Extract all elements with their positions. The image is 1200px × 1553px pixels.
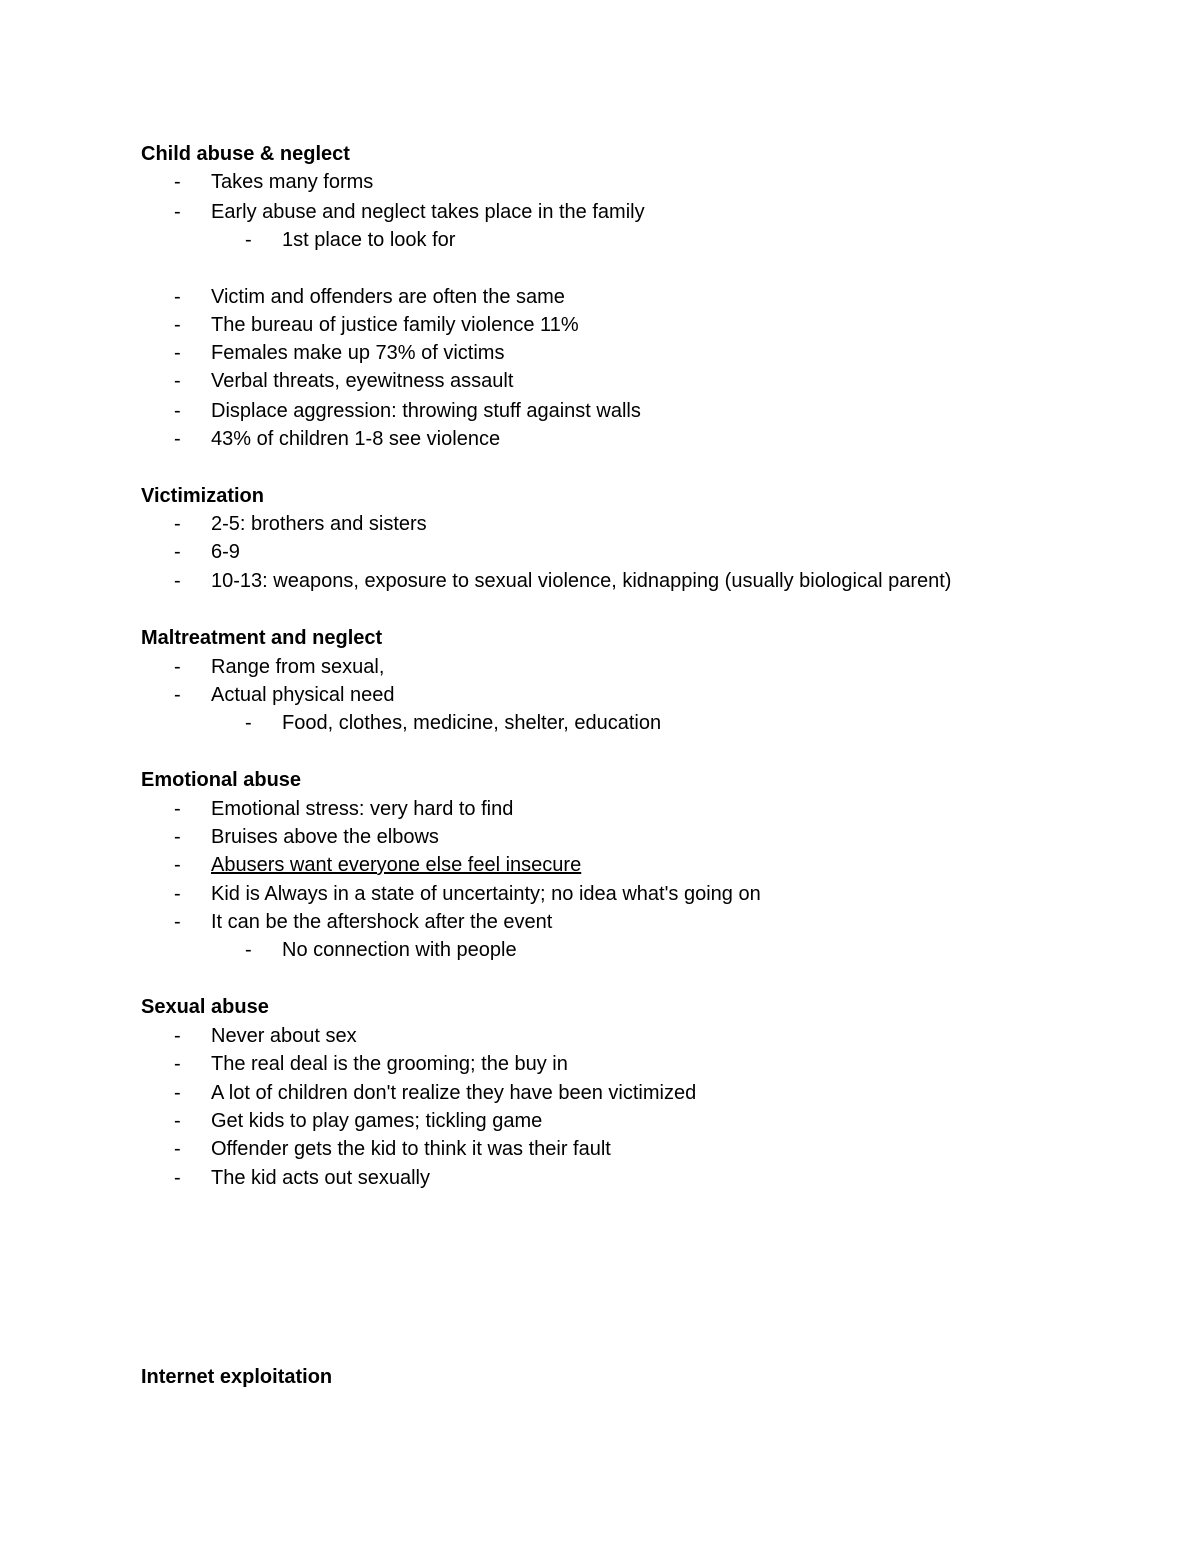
bullet-dash: -: [174, 400, 181, 422]
section-heading: Sexual abuse: [141, 996, 269, 1018]
bullet-dash: -: [174, 656, 181, 678]
sub-bullet-dash: -: [245, 712, 252, 734]
bullet-dash: -: [174, 826, 181, 848]
bullet-dash: -: [174, 370, 181, 392]
list-item: Early abuse and neglect takes place in the family: [211, 201, 645, 223]
bullet-dash: -: [174, 1025, 181, 1047]
list-item: 6-9: [211, 541, 240, 563]
sub-list-item: 1st place to look for: [282, 229, 456, 251]
list-item: It can be the aftershock after the event: [211, 911, 553, 933]
list-item: Females make up 73% of victims: [211, 342, 505, 364]
list-item: 43% of children 1-8 see violence: [211, 428, 501, 450]
bullet-dash: -: [174, 201, 181, 223]
list-item: Kid is Always in a state of uncertainty; no idea what's going on: [211, 883, 761, 905]
list-item: The bureau of justice family violence 11%: [211, 314, 579, 336]
list-item: The kid acts out sexually: [211, 1167, 430, 1189]
bullet-dash: -: [174, 1167, 181, 1189]
sub-list-item: Food, clothes, medicine, shelter, education: [282, 712, 662, 734]
bullet-dash: -: [174, 883, 181, 905]
section-heading: Internet exploitation: [141, 1366, 333, 1388]
list-item-underlined: Abusers want everyone else feel insecure: [211, 854, 582, 876]
bullet-dash: -: [174, 570, 181, 592]
list-item: Range from sexual,: [211, 656, 385, 678]
bullet-dash: -: [174, 513, 181, 535]
bullet-dash: -: [174, 798, 181, 820]
list-item: Actual physical need: [211, 684, 395, 706]
list-item: A lot of children don't realize they have been victimized: [211, 1082, 697, 1104]
bullet-dash: -: [174, 1053, 181, 1075]
section-heading: Victimization: [141, 485, 264, 507]
list-item: Takes many forms: [211, 171, 374, 193]
bullet-dash: -: [174, 854, 181, 876]
bullet-dash: -: [174, 541, 181, 563]
list-item: Victim and offenders are often the same: [211, 286, 565, 308]
list-item: 10-13: weapons, exposure to sexual violence, kidnapping (usually biological parent): [211, 570, 952, 592]
section-heading: Child abuse & neglect: [141, 143, 350, 165]
bullet-dash: -: [174, 911, 181, 933]
bullet-dash: -: [174, 1138, 181, 1160]
section-heading: Emotional abuse: [141, 769, 302, 791]
list-item: Offender gets the kid to think it was their fault: [211, 1138, 611, 1160]
list-item: Verbal threats, eyewitness assault: [211, 370, 514, 392]
bullet-dash: -: [174, 314, 181, 336]
sub-list-item: No connection with people: [282, 939, 517, 961]
list-item: 2-5: brothers and sisters: [211, 513, 427, 535]
sub-bullet-dash: -: [245, 939, 252, 961]
list-item: Displace aggression: throwing stuff against walls: [211, 400, 641, 422]
bullet-dash: -: [174, 286, 181, 308]
sub-bullet-dash: -: [245, 229, 252, 251]
bullet-dash: -: [174, 171, 181, 193]
list-item: Get kids to play games; tickling game: [211, 1110, 543, 1132]
bullet-dash: -: [174, 1110, 181, 1132]
bullet-dash: -: [174, 1082, 181, 1104]
section-heading: Maltreatment and neglect: [141, 627, 383, 649]
list-item: Emotional stress: very hard to find: [211, 798, 514, 820]
list-item: Bruises above the elbows: [211, 826, 439, 848]
bullet-dash: -: [174, 342, 181, 364]
bullet-dash: -: [174, 428, 181, 450]
bullet-dash: -: [174, 684, 181, 706]
list-item: The real deal is the grooming; the buy in: [211, 1053, 568, 1075]
list-item: Never about sex: [211, 1025, 357, 1047]
